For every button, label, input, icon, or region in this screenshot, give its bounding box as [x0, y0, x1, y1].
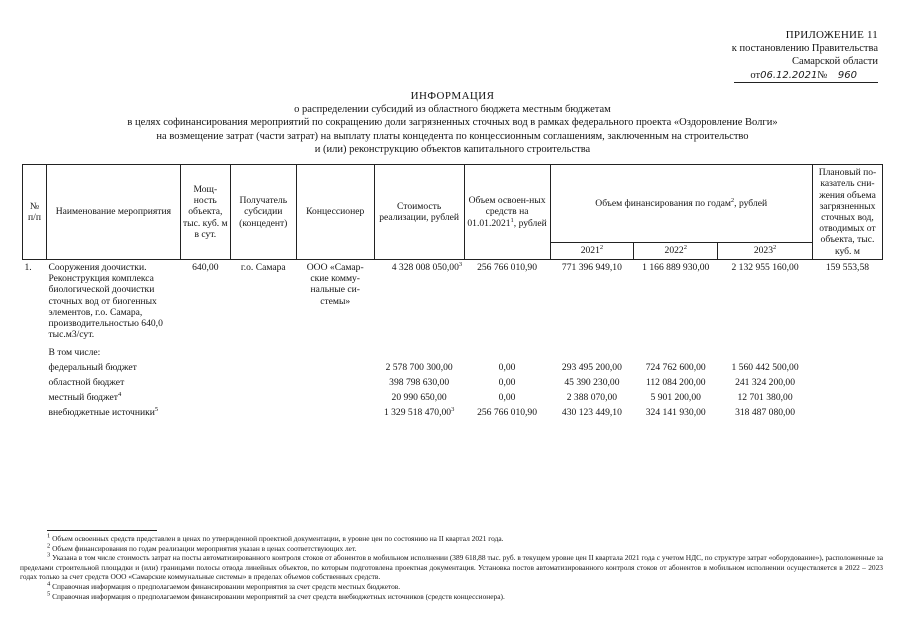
sub-y2023: 12 701 380,00 [737, 392, 793, 404]
handwritten-date: 06.12.2021 [760, 70, 818, 81]
header-plan: Плановый по-казатель сни-жения объема загрязненных сточных вод, отводимых от объекта, тыс. куб. м [812, 165, 882, 260]
appendix-region: Самарской области [792, 56, 878, 67]
year-2021-sup: 2 [599, 244, 604, 252]
table-row [23, 375, 883, 390]
sub-label [46, 390, 180, 405]
row-y2023: 2 132 955 160,00 [731, 262, 799, 273]
sub-y2021: 293 495 200,00 [561, 362, 622, 374]
subsidy-table [22, 164, 883, 420]
number-prefix: № [817, 70, 828, 81]
footnotes [20, 532, 883, 601]
footnote-text: Объем финансирования по годам реализации мероприятия указан в ценах соответствующих лет. [50, 543, 357, 553]
sub-cost-sup: 3 [451, 406, 455, 414]
footnote [47, 592, 883, 602]
title-line-2: о распределении субсидий из областного бюджета местным бюджетам [294, 104, 611, 116]
row-name: Сооружения доочистки. Реконструкция комплекса биологической доочистки сточных вод от биогенных элементов, г.о. Самара, производительностью 640,0 тыс.м3/сут. [48, 262, 163, 341]
footnote [47, 534, 883, 544]
title-line-3: в целях софинансирования мероприятий по сокращению доли загрязненных сточных вод в рамках федерального проекта «Оздоровление Волги» [127, 117, 778, 129]
sub-cost: 2 578 700 300,00 [385, 362, 453, 374]
appendix-date-line [708, 69, 878, 82]
document-title [0, 90, 905, 156]
header-spent-unit: , рублей [513, 217, 547, 229]
header-spent [464, 165, 550, 260]
year-2023-sup: 2 [773, 244, 777, 252]
table-row [23, 405, 883, 420]
sub-y2022: 112 084 200,00 [645, 377, 706, 389]
sub-cost: 398 798 630,00 [389, 377, 450, 389]
sub-cost: 20 990 650,00 [391, 392, 447, 404]
table-row [23, 360, 883, 375]
table-row [23, 390, 883, 405]
table-row [23, 260, 883, 341]
footnote [47, 582, 883, 592]
header-financing-unit: , рублей [734, 197, 768, 209]
sub-label-text: внебюджетные источники [48, 407, 155, 419]
row-num: 1. [24, 262, 32, 273]
sub-y2022: 324 141 930,00 [645, 407, 706, 419]
date-prefix: от [750, 70, 761, 81]
footnote-marker: 5 [47, 590, 51, 598]
including-label: В том числе: [48, 347, 101, 359]
appendix-block [708, 29, 878, 82]
date-underline [734, 82, 878, 83]
header-financing [550, 165, 812, 243]
sub-label-text: местный бюджет [48, 392, 118, 404]
footnote-marker: 1 [47, 532, 51, 540]
footnote [20, 553, 883, 582]
sub-cost [374, 405, 464, 420]
header-capacity: Мощ-ность объекта, тыс. куб. м в сут. [180, 165, 230, 260]
sub-cost-value: 1 329 518 470,00 [383, 407, 452, 419]
sub-label: областной бюджет [48, 377, 125, 389]
title-heading: ИНФОРМАЦИЯ [410, 90, 495, 102]
row-concessionaire: ООО «Самар-ские комму-нальные си-стемы» [306, 262, 364, 307]
sub-y2023: 241 324 200,00 [735, 377, 796, 389]
header-financing-sup: 2 [730, 196, 735, 204]
header-name: Наименование мероприятия [46, 165, 180, 260]
sub-spent: 0,00 [498, 362, 516, 374]
row-spent: 256 766 010,90 [477, 262, 538, 273]
header-spent-text: Объем освоен-ных средств на 01.01.2021 [467, 195, 546, 229]
header-recipient: Получатель субсидии (концедент) [230, 165, 296, 260]
row-cost-sup: 3 [458, 260, 463, 268]
sub-label [46, 405, 180, 420]
sub-label: федеральный бюджет [48, 362, 137, 374]
handwritten-number: 960 [837, 70, 857, 81]
footnote [47, 544, 883, 554]
year-2022-text: 2022 [664, 245, 684, 257]
row-cost-value: 4 328 008 050,00 [391, 262, 459, 273]
header-cost: Стоимость реализации, рублей [374, 165, 464, 260]
sub-spent: 0,00 [498, 377, 516, 389]
sub-y2021: 430 123 449,10 [561, 407, 622, 419]
header-year-2023 [718, 243, 813, 260]
appendix-resolution: к постановлению Правительства [731, 43, 878, 54]
title-line-5: и (или) реконструкцию объектов капитального строительства [314, 143, 591, 155]
row-capacity: 640,00 [192, 262, 219, 273]
row-cost [374, 260, 464, 341]
year-2022-sup: 2 [683, 244, 687, 252]
table-row [23, 340, 883, 360]
year-2023-text: 2023 [753, 245, 774, 257]
row-recipient: г.о. Самара [240, 262, 286, 273]
sub-y2022: 724 762 600,00 [645, 362, 706, 374]
footnote-text: Справочная информация о предполагаемом финансировании мероприятия за счет средств местных бюджетов. [50, 581, 401, 591]
footnote-text: Указана в том числе стоимость затрат на посты автоматизированного контроля стоков от абонентов в мобильном исполнении (389 618,88 тыс. руб. в текущем уровне цен II квартала 2021 года с учетом НДС, по структуре затрат «оборудование»), расположенные за пределами строительной площадки и (или) границами полосы отвода линейных объектов, по которым подготовлена проектная документация. Установка постов автоматизированного контроля стоков от абонентов в мобильном исполнении осуществляется в 2022 – 2023 годах только за счет средств ООО «Самарские коммунальные системы» в пределах объемов собственных средств. [20, 553, 883, 582]
header-year-2021 [550, 243, 634, 260]
header-concessionaire: Концессионер [296, 165, 374, 260]
footnote-separator [47, 530, 157, 531]
sub-label-sup: 4 [118, 391, 122, 399]
appendix-title: ПРИЛОЖЕНИЕ 11 [785, 29, 878, 41]
sub-spent: 256 766 010,90 [477, 407, 538, 419]
footnote-text: Объем освоенных средств представлен в ценах по утвержденной проектной документации, в уровне цен по состоянию на II квартал 2021 года. [50, 534, 504, 543]
header-spent-sup: 1 [510, 216, 514, 224]
year-2021-text: 2021 [580, 245, 600, 257]
row-y2022: 1 166 889 930,00 [642, 262, 710, 273]
header-financing-text: Объем финансирования по годам [595, 197, 731, 209]
header-year-2022 [634, 243, 718, 260]
footnote-marker: 2 [47, 542, 51, 550]
sub-y2022: 5 901 200,00 [650, 392, 701, 404]
sub-label-sup: 5 [154, 406, 159, 414]
sub-y2023: 318 487 080,00 [735, 407, 796, 419]
sub-y2021: 45 390 230,00 [564, 377, 620, 389]
row-y2021: 771 396 949,10 [561, 262, 622, 273]
footnote-marker: 4 [47, 580, 51, 588]
sub-spent: 0,00 [498, 392, 516, 404]
footnote-marker: 3 [47, 551, 51, 559]
header-num: № п/п [23, 165, 47, 260]
sub-y2023: 1 560 442 500,00 [731, 362, 799, 374]
row-plan: 159 553,58 [825, 262, 870, 273]
footnote-text: Справочная информация о предполагаемом финансировании мероприятий за счет средств внебюджетных источников (средств концессионера). [50, 591, 505, 601]
sub-y2021: 2 388 070,00 [566, 392, 618, 404]
title-line-4: на возмещение затрат (части затрат) на выплату платы концедента по концессионным соглашениям, заключенным на строительство [156, 130, 749, 142]
